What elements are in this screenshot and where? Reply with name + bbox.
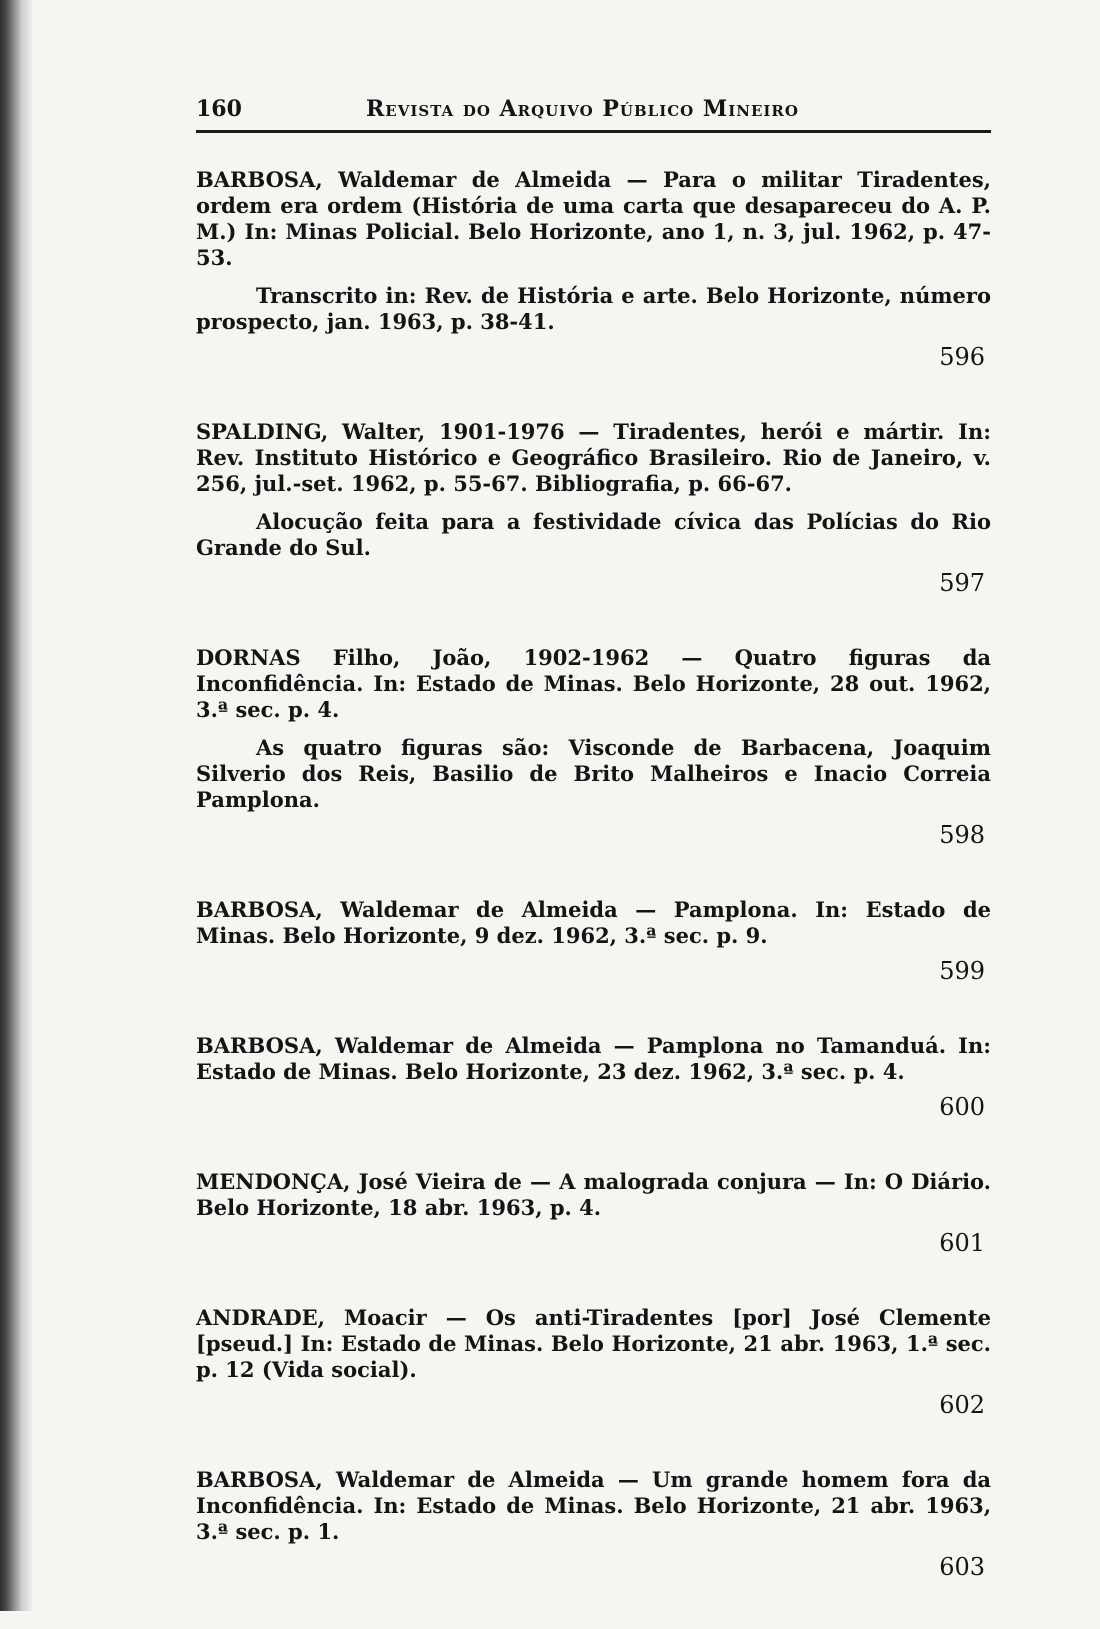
journal-title: Revista do Arquivo Público Mineiro <box>366 96 799 122</box>
document-page <box>196 96 991 1629</box>
entry-citation: BARBOSA, Waldemar de Almeida — Pamplona. In: Estado de Minas. Belo Horizonte, 9 dez. 1962, 3.ª sec. p. 9. <box>196 897 991 948</box>
entry-number: 596 <box>939 343 985 371</box>
entry-number: 599 <box>939 957 985 985</box>
entry-note: As quatro figuras são: Visconde de Barbacena, Joaquim Silverio dos Reis, Basilio de Brito Malheiros e Inacio Correia Pamplona. <box>196 735 991 812</box>
bibliography-entry <box>196 419 991 613</box>
bibliography-entry <box>196 167 991 387</box>
bibliography-entry <box>196 645 991 865</box>
entry-number: 603 <box>939 1553 985 1581</box>
book-binding-shadow <box>0 0 32 1611</box>
entry-citation: DORNAS Filho, João, 1902-1962 — Quatro figuras da Inconfidência. In: Estado de Minas. Belo Horizonte, 28 out. 1962, 3.ª sec. p. 4. <box>196 645 991 722</box>
bibliography-entries <box>196 167 991 1597</box>
entry-number: 597 <box>939 569 985 597</box>
bibliography-entry <box>196 1169 991 1273</box>
bibliography-entry <box>196 1467 991 1597</box>
entry-citation: BARBOSA, Waldemar de Almeida — Um grande homem fora da Inconfidência. In: Estado de Minas. Belo Horizonte, 21 abr. 1963, 3.ª sec. p. 1. <box>196 1467 991 1544</box>
bibliography-entry <box>196 897 991 1001</box>
page-number: 160 <box>196 96 242 122</box>
entry-citation: BARBOSA, Waldemar de Almeida — Pamplona no Tamanduá. In: Estado de Minas. Belo Horizonte, 23 dez. 1962, 3.ª sec. p. 4. <box>196 1033 991 1084</box>
entry-citation: BARBOSA, Waldemar de Almeida — Para o militar Tiradentes, ordem era ordem (História de uma carta que desapareceu do A. P. M.) In: Minas Policial. Belo Horizonte, ano 1, n. 3, jul. 1962, p. 47-53. <box>196 167 991 270</box>
entry-citation: SPALDING, Walter, 1901-1976 — Tiradentes, herói e mártir. In: Rev. Instituto Histórico e Geográfico Brasileiro. Rio de Janeiro, v. 256, jul.-set. 1962, p. 55-67. Bibliografia, p. 66-67. <box>196 419 991 496</box>
entry-number: 602 <box>939 1391 985 1419</box>
entry-citation: ANDRADE, Moacir — Os anti-Tiradentes [por] José Clemente [pseud.] In: Estado de Minas. Belo Horizonte, 21 abr. 1963, 1.ª sec. p. 12 (Vida social). <box>196 1305 991 1382</box>
entry-citation: MENDONÇA, José Vieira de — A malograda conjura — In: O Diário. Belo Horizonte, 18 abr. 1963, p. 4. <box>196 1169 991 1220</box>
entry-note: Transcrito in: Rev. de História e arte. Belo Horizonte, número prospecto, jan. 1963, p. 38-41. <box>196 283 991 334</box>
bibliography-entry <box>196 1305 991 1435</box>
entry-number: 598 <box>939 821 985 849</box>
bibliography-entry <box>196 1033 991 1137</box>
running-head <box>196 96 991 133</box>
entry-note: Alocução feita para a festividade cívica das Polícias do Rio Grande do Sul. <box>196 509 991 560</box>
entry-number: 600 <box>939 1093 985 1121</box>
entry-number: 601 <box>939 1229 985 1257</box>
